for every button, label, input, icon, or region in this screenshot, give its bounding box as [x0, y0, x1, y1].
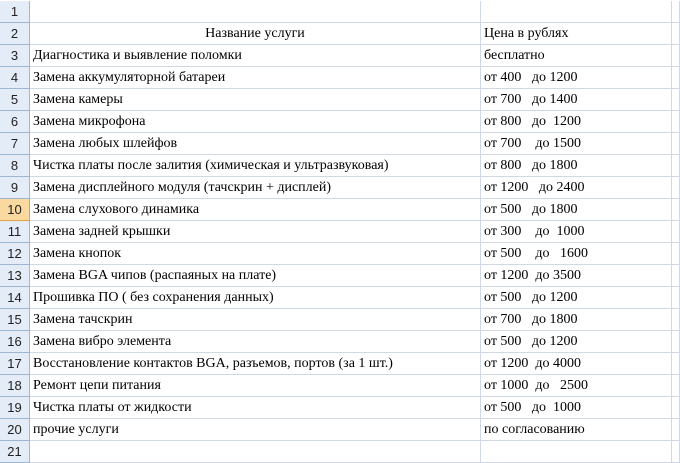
table-row — [0, 177, 680, 199]
price-cell[interactable]: Цена в рублях — [481, 23, 672, 45]
service-cell[interactable]: Чистка платы от жидкости — [30, 397, 481, 419]
row-header[interactable]: 18 — [0, 375, 30, 397]
service-cell[interactable]: Замена слухового динамика — [30, 199, 481, 221]
service-cell[interactable]: Чистка платы после залития (химическая и ультразвуковая) — [30, 155, 481, 177]
row-header[interactable]: 3 — [0, 45, 30, 67]
row-header[interactable]: 16 — [0, 331, 30, 353]
price-cell[interactable]: от 700 до 1400 — [481, 89, 672, 111]
table-row — [0, 1, 680, 23]
price-cell[interactable]: от 500 до 1200 — [481, 331, 672, 353]
service-cell[interactable]: Замена любых шлейфов — [30, 133, 481, 155]
empty-cell[interactable] — [672, 419, 680, 441]
empty-cell[interactable] — [672, 111, 680, 133]
empty-cell[interactable] — [672, 199, 680, 221]
price-cell[interactable] — [481, 441, 672, 463]
row-header[interactable]: 1 — [0, 1, 30, 23]
empty-cell[interactable] — [672, 23, 680, 45]
price-cell[interactable]: от 500 до 1600 — [481, 243, 672, 265]
service-cell[interactable]: Замена тачскрин — [30, 309, 481, 331]
empty-cell[interactable] — [672, 265, 680, 287]
empty-cell[interactable] — [672, 331, 680, 353]
row-header[interactable]: 9 — [0, 177, 30, 199]
table-row — [0, 45, 680, 67]
row-header[interactable]: 14 — [0, 287, 30, 309]
price-cell[interactable]: от 1200 до 3500 — [481, 265, 672, 287]
price-cell[interactable]: от 800 до 1200 — [481, 111, 672, 133]
price-cell[interactable]: от 1200 до 4000 — [481, 353, 672, 375]
price-cell[interactable]: от 500 до 1800 — [481, 199, 672, 221]
price-cell[interactable]: от 800 до 1800 — [481, 155, 672, 177]
service-cell[interactable]: Замена камеры — [30, 89, 481, 111]
table-row — [0, 265, 680, 287]
empty-cell[interactable] — [672, 45, 680, 67]
service-cell[interactable] — [30, 1, 481, 23]
table-row — [0, 111, 680, 133]
empty-cell[interactable] — [672, 133, 680, 155]
row-header[interactable]: 7 — [0, 133, 30, 155]
table-row — [0, 23, 680, 45]
table-row — [0, 353, 680, 375]
table-row — [0, 309, 680, 331]
table-row — [0, 397, 680, 419]
service-cell[interactable]: Прошивка ПО ( без сохранения данных) — [30, 287, 481, 309]
empty-cell[interactable] — [672, 375, 680, 397]
service-cell[interactable]: Ремонт цепи питания — [30, 375, 481, 397]
row-header[interactable]: 4 — [0, 67, 30, 89]
empty-cell[interactable] — [672, 353, 680, 375]
price-cell[interactable]: от 400 до 1200 — [481, 67, 672, 89]
empty-cell[interactable] — [672, 243, 680, 265]
table-row — [0, 199, 680, 221]
price-cell[interactable]: от 500 до 1200 — [481, 287, 672, 309]
empty-cell[interactable] — [672, 1, 680, 23]
row-header[interactable]: 21 — [0, 441, 30, 463]
table-row — [0, 67, 680, 89]
price-cell[interactable]: от 500 до 1000 — [481, 397, 672, 419]
price-cell[interactable]: бесплатно — [481, 45, 672, 67]
empty-cell[interactable] — [672, 221, 680, 243]
table-row — [0, 221, 680, 243]
table-row — [0, 375, 680, 397]
service-cell[interactable]: Замена аккумуляторной батареи — [30, 67, 481, 89]
service-cell[interactable]: Замена микрофона — [30, 111, 481, 133]
price-cell[interactable]: от 1200 до 2400 — [481, 177, 672, 199]
table-row — [0, 155, 680, 177]
service-cell[interactable]: Восстановление контактов BGA, разъемов, портов (за 1 шт.) — [30, 353, 481, 375]
table-row — [0, 89, 680, 111]
service-cell[interactable]: прочие услуги — [30, 419, 481, 441]
service-cell[interactable]: Замена задней крышки — [30, 221, 481, 243]
row-header[interactable]: 20 — [0, 419, 30, 441]
price-cell[interactable]: от 700 до 1500 — [481, 133, 672, 155]
service-cell[interactable]: Замена кнопок — [30, 243, 481, 265]
service-cell[interactable] — [30, 441, 481, 463]
service-cell[interactable]: Диагностика и выявление поломки — [30, 45, 481, 67]
table-row — [0, 331, 680, 353]
row-header[interactable]: 6 — [0, 111, 30, 133]
empty-cell[interactable] — [672, 309, 680, 331]
empty-cell[interactable] — [672, 67, 680, 89]
row-header[interactable]: 10 — [0, 199, 30, 221]
row-header[interactable]: 17 — [0, 353, 30, 375]
price-cell[interactable]: от 1000 до 2500 — [481, 375, 672, 397]
empty-cell[interactable] — [672, 441, 680, 463]
table-row — [0, 287, 680, 309]
row-header[interactable]: 5 — [0, 89, 30, 111]
row-header[interactable]: 8 — [0, 155, 30, 177]
service-cell[interactable]: Название услуги — [30, 23, 481, 45]
row-header[interactable]: 2 — [0, 23, 30, 45]
row-header[interactable]: 11 — [0, 221, 30, 243]
table-row — [0, 441, 680, 463]
empty-cell[interactable] — [672, 177, 680, 199]
row-header[interactable]: 19 — [0, 397, 30, 419]
empty-cell[interactable] — [672, 397, 680, 419]
table-row — [0, 419, 680, 441]
table-row — [0, 243, 680, 265]
empty-cell[interactable] — [672, 89, 680, 111]
service-cell[interactable]: Замена BGA чипов (распаяных на плате) — [30, 265, 481, 287]
empty-cell[interactable] — [672, 155, 680, 177]
price-cell[interactable]: по согласованию — [481, 419, 672, 441]
service-cell[interactable]: Замена вибро элемента — [30, 331, 481, 353]
service-cell[interactable]: Замена дисплейного модуля (тачскрин + дисплей) — [30, 177, 481, 199]
empty-cell[interactable] — [672, 287, 680, 309]
row-header[interactable]: 12 — [0, 243, 30, 265]
row-header[interactable]: 13 — [0, 265, 30, 287]
price-cell[interactable]: от 700 до 1800 — [481, 309, 672, 331]
price-cell[interactable]: от 300 до 1000 — [481, 221, 672, 243]
price-cell[interactable] — [481, 1, 672, 23]
row-header[interactable]: 15 — [0, 309, 30, 331]
table-row — [0, 133, 680, 155]
